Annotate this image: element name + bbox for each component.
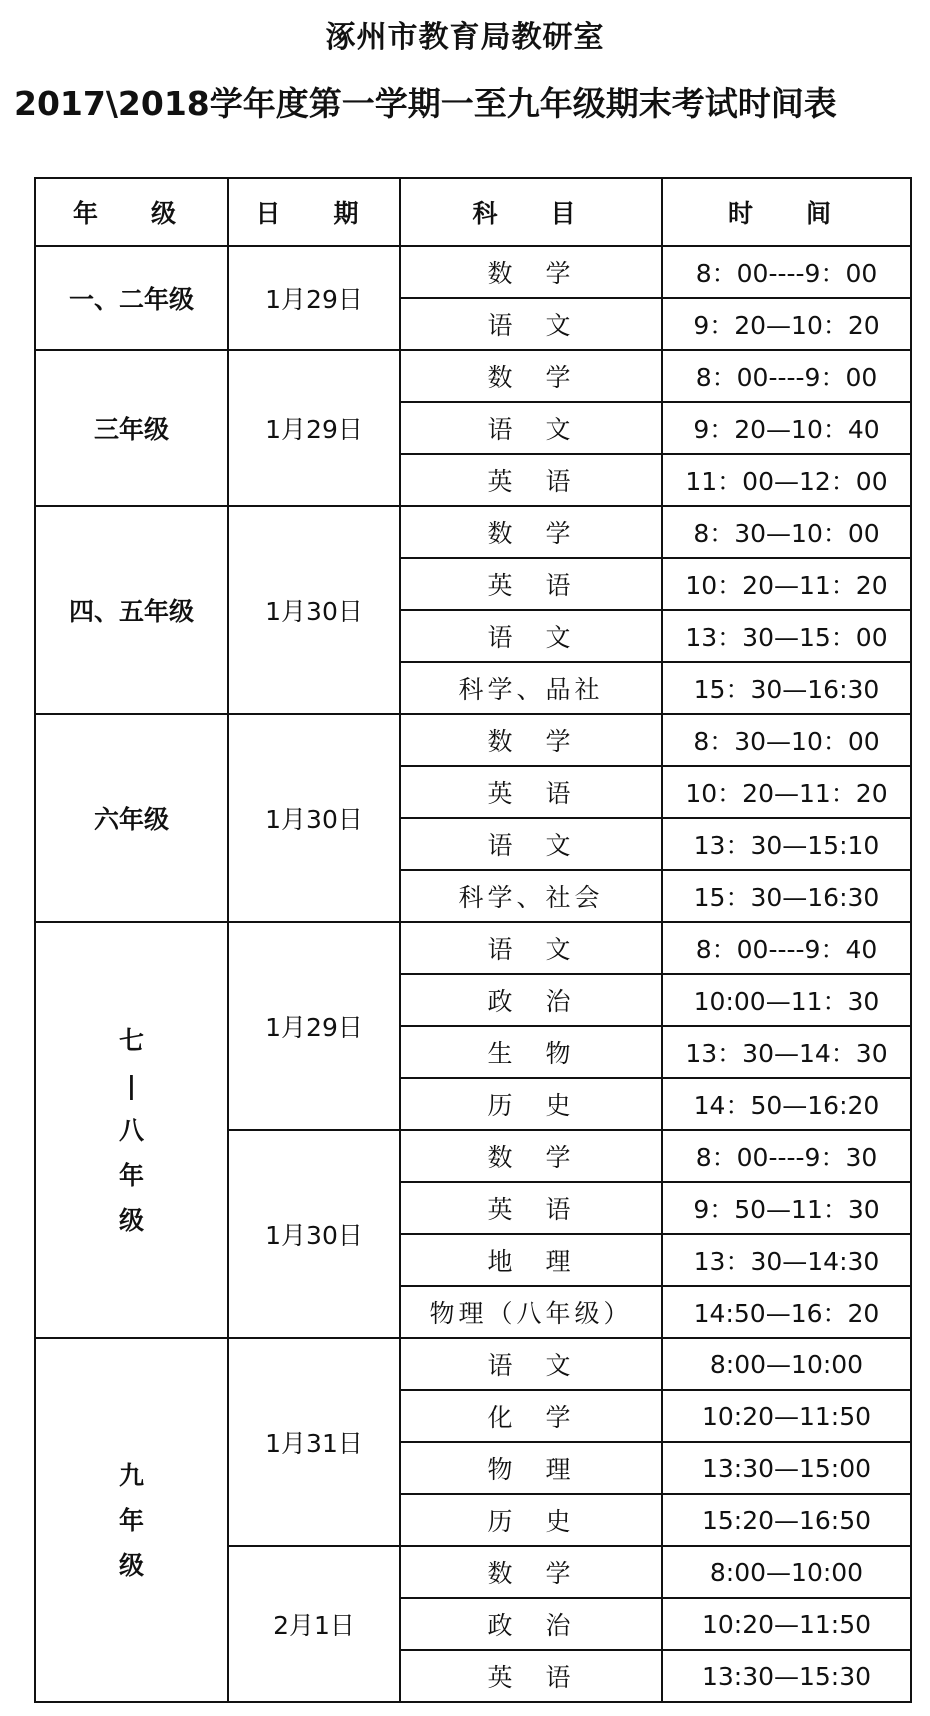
grade-char: 七 [118,1025,144,1055]
grade-char: | [126,1070,137,1100]
table-row [35,714,911,766]
subject-cell: 物 理 [400,1442,662,1494]
grade-char: 年 [118,1505,144,1535]
date-cell: 2月1日 [228,1546,400,1702]
subject-cell: 化 学 [400,1390,662,1442]
grade-cell [35,1338,228,1702]
schedule-body [35,246,911,1702]
subject-cell: 数 学 [400,246,662,298]
time-cell: 10：20—11：20 [662,558,911,610]
subject-cell: 英 语 [400,558,662,610]
date-cell: 1月30日 [228,1130,400,1338]
subject-cell: 英 语 [400,454,662,506]
table-row [35,1338,911,1390]
subject-cell: 政 治 [400,1598,662,1650]
time-cell: 8：00----9：00 [662,350,911,402]
date-cell: 1月29日 [228,922,400,1130]
time-cell: 13:30—15:00 [662,1442,911,1494]
subject-cell: 英 语 [400,766,662,818]
grade-char: 九 [118,1460,144,1490]
subject-cell: 英 语 [400,1650,662,1702]
subject-cell: 数 学 [400,714,662,766]
table-row [35,350,911,402]
date-cell: 1月29日 [228,246,400,350]
column-header-time: 时 间 [662,178,911,246]
time-cell: 9：50—11：30 [662,1182,911,1234]
time-cell: 8：00----9：30 [662,1130,911,1182]
page-title: 2017\2018学年度第一学期一至九年级期末考试时间表 [14,84,837,123]
subject-cell: 数 学 [400,506,662,558]
time-cell: 13：30—15：00 [662,610,911,662]
time-cell: 10:20—11:50 [662,1598,911,1650]
column-header-subject: 科 目 [400,178,662,246]
grade-cell [35,922,228,1338]
subject-cell: 地 理 [400,1234,662,1286]
date-cell: 1月31日 [228,1338,400,1546]
time-cell: 13：30—15:10 [662,818,911,870]
grade-char: 八 [118,1115,144,1145]
subject-cell: 语 文 [400,922,662,974]
subject-cell: 科学、品社 [400,662,662,714]
time-cell: 13：30—14：30 [662,1026,911,1078]
time-cell: 11：00—12：00 [662,454,911,506]
time-cell: 15：30—16:30 [662,870,911,922]
time-cell: 10:20—11:50 [662,1390,911,1442]
time-cell: 8:00—10:00 [662,1546,911,1598]
time-cell: 14：50—16:20 [662,1078,911,1130]
column-header-grade: 年 级 [35,178,228,246]
date-cell: 1月30日 [228,714,400,922]
time-cell: 8：00----9：40 [662,922,911,974]
grade-cell: 三年级 [35,350,228,506]
subject-cell: 数 学 [400,1130,662,1182]
subject-cell: 科学、社会 [400,870,662,922]
grade-cell: 六年级 [35,714,228,922]
time-cell: 8：30—10：00 [662,714,911,766]
subject-cell: 语 文 [400,298,662,350]
subject-cell: 语 文 [400,402,662,454]
column-header-date: 日 期 [228,178,400,246]
time-cell: 13:30—15:30 [662,1650,911,1702]
time-cell: 15：30—16:30 [662,662,911,714]
time-cell: 15:20—16:50 [662,1494,911,1546]
grade-char: 级 [118,1550,144,1580]
table-row [35,506,911,558]
time-cell: 13：30—14:30 [662,1234,911,1286]
date-cell: 1月30日 [228,506,400,714]
organization-name: 涿州市教育局教研室 [325,20,605,55]
time-cell: 8：30—10：00 [662,506,911,558]
time-cell: 10:00—11：30 [662,974,911,1026]
time-cell: 14:50—16：20 [662,1286,911,1338]
subject-cell: 生 物 [400,1026,662,1078]
subject-cell: 物理（八年级） [400,1286,662,1338]
subject-cell: 历 史 [400,1494,662,1546]
subject-cell: 数 学 [400,1546,662,1598]
time-cell: 8：00----9：00 [662,246,911,298]
table-row [35,246,911,298]
grade-char: 级 [118,1205,144,1235]
time-cell: 10：20—11：20 [662,766,911,818]
time-cell: 9：20—10：20 [662,298,911,350]
grade-cell: 一、二年级 [35,246,228,350]
subject-cell: 英 语 [400,1182,662,1234]
subject-cell: 语 文 [400,818,662,870]
table-row [35,922,911,974]
subject-cell: 数 学 [400,350,662,402]
grade-cell: 四、五年级 [35,506,228,714]
subject-cell: 政 治 [400,974,662,1026]
date-cell: 1月29日 [228,350,400,506]
grade-char: 年 [118,1160,144,1190]
table-header-row [35,178,911,246]
exam-schedule-table [34,177,912,1703]
time-cell: 8:00—10:00 [662,1338,911,1390]
subject-cell: 语 文 [400,610,662,662]
time-cell: 9：20—10：40 [662,402,911,454]
subject-cell: 语 文 [400,1338,662,1390]
subject-cell: 历 史 [400,1078,662,1130]
